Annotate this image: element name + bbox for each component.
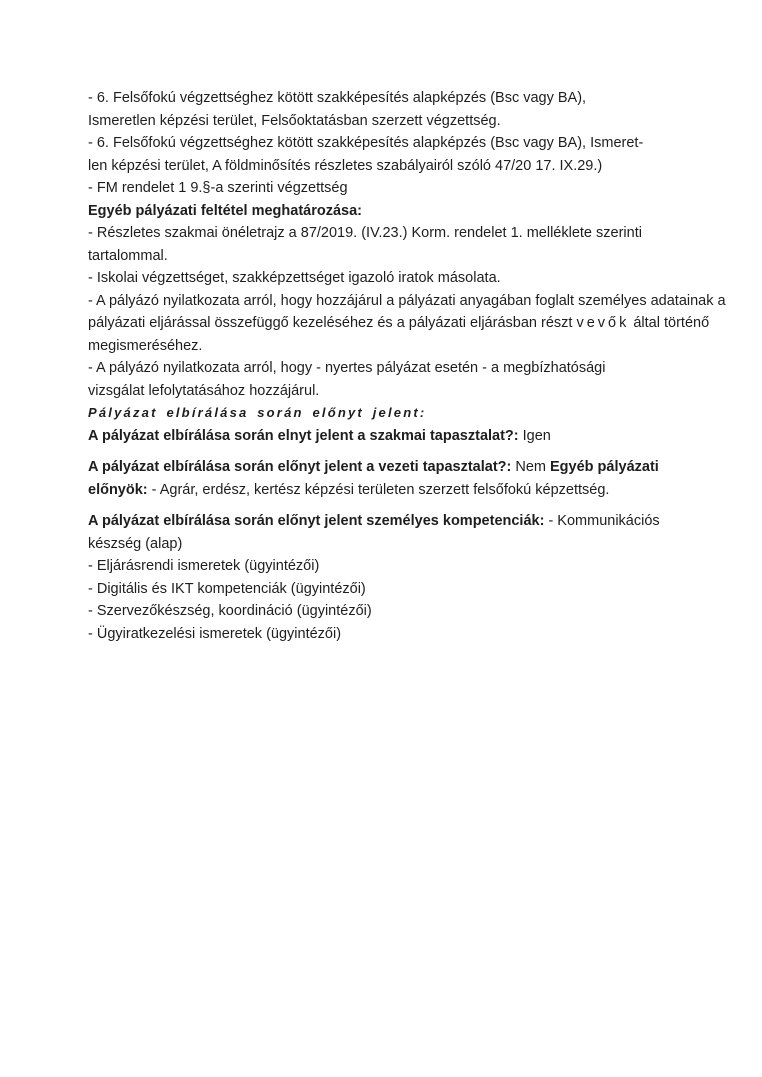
text-run: készség (alap) [88,535,183,552]
bold-label: előnyök: [88,481,148,498]
text-run: tartalommal. [88,247,168,264]
answer-value: Igen [518,427,551,444]
text-run: - 6. Felsőfokú végzettséghez kötött szakképesítés alapképzés (Bsc vagy BA), [88,90,587,106]
doc-line [88,425,688,448]
text-run: által történő [629,315,710,331]
text-run: - 6. Felsőfokú végzettséghez kötött szakképesítés alapképzés (Bsc vagy BA), Ismeret- [88,135,644,151]
doc-line [88,335,688,358]
doc-line [88,290,726,313]
answer-value: Nem [511,459,551,475]
text-run: - Részletes szakmai önéletrajz a 87/2019. (IV.23.) Korm. rendelet 1. melléklete szerinti [88,225,642,241]
text-run: Ismeretlen képzési terület, Felsőoktatásban szerzett végzettség. [88,112,501,129]
text-run: megismeréséhez. [88,337,203,354]
text-run: - Ügyiratkezelési ismeretek (ügyintézői) [88,625,342,642]
bold-label: Egyéb pályázati feltétel meghatározása: [88,202,362,219]
doc-line [88,110,688,133]
bold-label: Egyéb pályázati [550,459,659,475]
letterspaced-run: vevők [576,315,630,331]
text-run: - Kommunikációs [544,513,660,529]
doc-line [88,267,688,290]
doc-line [88,245,688,268]
doc-line [88,87,688,110]
bold-label: A pályázat elbírálása során előnyt jelent a vezeti tapasztalat?: [88,459,512,475]
document-text-block [88,87,726,645]
italic-heading-run: Pályázat elbírálása során előnyt jelent: [88,405,427,420]
doc-line [88,155,688,178]
doc-line [88,312,710,335]
doc-line [88,578,688,601]
doc-line [88,132,688,155]
text-run: vizsgálat lefolytatásához hozzájárul. [88,382,320,399]
bold-label: A pályázat elbírálása során előnyt jelent személyes kompetenciák: [88,513,545,529]
doc-line [88,555,688,578]
text-run: - FM rendelet 1 9.§-a szerinti végzettség [88,180,348,196]
doc-line [88,600,688,623]
bold-label: A pályázat elbírálása során elnyt jelent a szakmai tapasztalat?: [88,427,519,444]
text-run: len képzési terület, A földminősítés részletes szabályairól szóló 47/20 17. IX.29.) [88,157,603,174]
text-run: - Szervezőkészség, koordináció (ügyintézői) [88,603,372,619]
doc-line [88,533,688,556]
doc-line [88,380,688,403]
text-run: - Eljárásrendi ismeretek (ügyintézői) [88,558,320,574]
doc-line [88,456,688,479]
doc-line [88,623,688,646]
text-run: - Iskolai végzettséget, szakképzettséget igazoló iratok másolata. [88,270,501,286]
text-run: - Agrár, erdész, kertész képzési területen szerzett felsőfokú képzettség. [147,481,610,498]
text-run: pályázati eljárással összefüggő kezeléséhez és a pályázati eljárásban részt [88,315,577,331]
text-run: - A pályázó nyilatkozata arról, hogy hozzájárul a pályázati anyagában foglalt személyes adatainak a [88,292,726,309]
doc-line [88,177,688,200]
doc-line [88,510,688,533]
text-run: - A pályázó nyilatkozata arról, hogy - nyertes pályázat esetén - a megbízhatósági [88,360,606,376]
doc-line [88,357,688,380]
section-label-other-conditions [88,200,688,223]
doc-line [88,222,688,245]
advantages-heading [88,402,688,425]
text-run: - Digitális és IKT kompetenciák (ügyintézői) [88,580,366,597]
doc-line [88,479,688,502]
